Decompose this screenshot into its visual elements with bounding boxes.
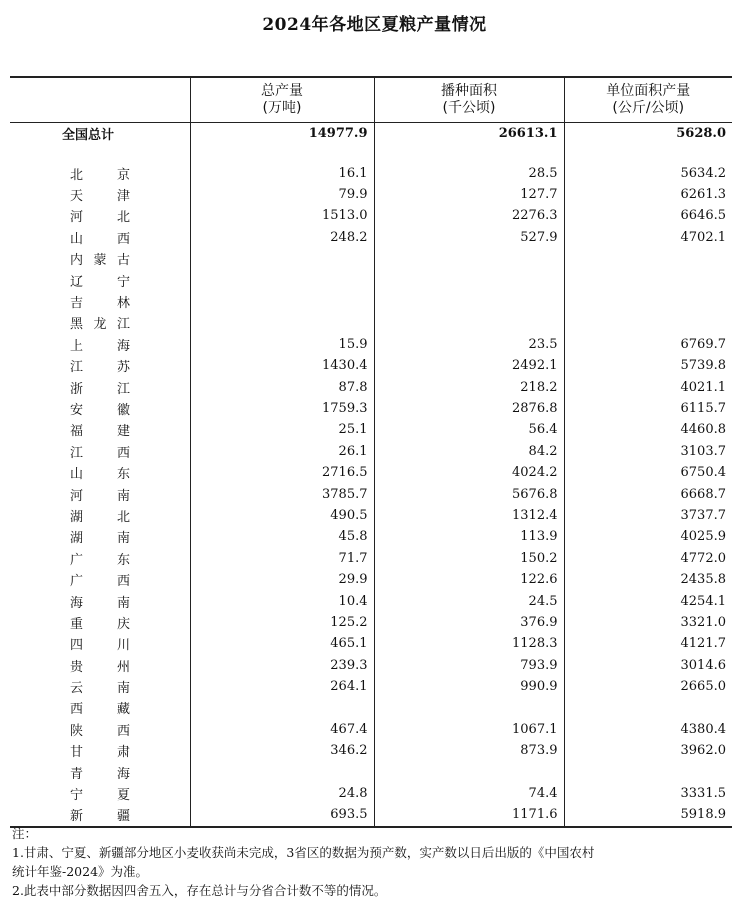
region-cell bbox=[10, 227, 190, 248]
yield-cell: 6769.7 bbox=[564, 334, 732, 355]
area-cell: 23.5 bbox=[374, 334, 564, 355]
total-row bbox=[10, 122, 732, 145]
production-cell: 87.8 bbox=[190, 376, 374, 397]
area-cell: 56.4 bbox=[374, 419, 564, 440]
region-cell bbox=[10, 697, 190, 718]
production-cell: 15.9 bbox=[190, 334, 374, 355]
region-name: 新疆 bbox=[70, 809, 130, 825]
area-cell: 150.2 bbox=[374, 548, 564, 569]
yield-cell: 4772.0 bbox=[564, 548, 732, 569]
page-title: 2024年各地区夏粮产量情况 bbox=[262, 15, 487, 35]
production-cell: 25.1 bbox=[190, 419, 374, 440]
region-cell bbox=[10, 184, 190, 205]
production-cell bbox=[190, 761, 374, 782]
production-cell: 24.8 bbox=[190, 783, 374, 804]
region-cell bbox=[10, 761, 190, 782]
table-row bbox=[10, 419, 732, 440]
production-cell: 1430.4 bbox=[190, 355, 374, 376]
region-cell bbox=[10, 269, 190, 290]
note-line-2: 统计年鉴-2024》为准。 bbox=[12, 864, 149, 879]
region-name: 云南 bbox=[70, 681, 130, 697]
region-name: 福建 bbox=[70, 424, 130, 440]
table-row bbox=[10, 676, 732, 697]
region-name: 湖北 bbox=[70, 509, 130, 525]
production-cell: 125.2 bbox=[190, 612, 374, 633]
region-cell bbox=[10, 654, 190, 675]
header-yield-unit: (公斤/公顷) bbox=[612, 99, 685, 116]
header-area bbox=[374, 77, 564, 122]
region-cell bbox=[10, 398, 190, 419]
area-cell bbox=[374, 291, 564, 312]
region-name: 吉林 bbox=[70, 296, 130, 312]
region-cell bbox=[10, 419, 190, 440]
notes-label: 注： bbox=[12, 826, 38, 841]
table-row bbox=[10, 590, 732, 611]
yield-cell: 6115.7 bbox=[564, 398, 732, 419]
production-cell: 29.9 bbox=[190, 569, 374, 590]
area-cell bbox=[374, 248, 564, 269]
region-name: 北京 bbox=[70, 167, 130, 183]
production-cell: 248.2 bbox=[190, 227, 374, 248]
table-row bbox=[10, 398, 732, 419]
table-row bbox=[10, 654, 732, 675]
yield-cell: 4380.4 bbox=[564, 719, 732, 740]
area-cell: 873.9 bbox=[374, 740, 564, 761]
region-name: 陕西 bbox=[70, 723, 130, 739]
region-name: 山西 bbox=[70, 231, 130, 247]
header-area-unit: (千公顷) bbox=[442, 99, 496, 116]
production-cell: 346.2 bbox=[190, 740, 374, 761]
region-name: 辽宁 bbox=[70, 274, 130, 290]
table-row bbox=[10, 612, 732, 633]
region-name: 江西 bbox=[70, 445, 130, 461]
area-cell: 113.9 bbox=[374, 526, 564, 547]
production-cell: 693.5 bbox=[190, 804, 374, 826]
production-cell: 1513.0 bbox=[190, 205, 374, 226]
area-cell: 990.9 bbox=[374, 676, 564, 697]
area-cell: 122.6 bbox=[374, 569, 564, 590]
table-row bbox=[10, 248, 732, 269]
area-cell: 376.9 bbox=[374, 612, 564, 633]
area-cell bbox=[374, 312, 564, 333]
area-cell: 84.2 bbox=[374, 441, 564, 462]
area-cell: 793.9 bbox=[374, 654, 564, 675]
yield-cell: 5918.9 bbox=[564, 804, 732, 826]
yield-cell: 4121.7 bbox=[564, 633, 732, 654]
table-row bbox=[10, 334, 732, 355]
area-cell: 1312.4 bbox=[374, 505, 564, 526]
production-cell: 2716.5 bbox=[190, 462, 374, 483]
region-name: 西藏 bbox=[70, 702, 130, 718]
production-cell: 16.1 bbox=[190, 163, 374, 184]
yield-cell bbox=[564, 269, 732, 290]
header-region bbox=[10, 77, 190, 122]
yield-cell bbox=[564, 248, 732, 269]
table-row bbox=[10, 633, 732, 654]
area-cell: 127.7 bbox=[374, 184, 564, 205]
region-cell bbox=[10, 248, 190, 269]
yield-cell: 4460.8 bbox=[564, 419, 732, 440]
region-cell bbox=[10, 548, 190, 569]
table-row bbox=[10, 462, 732, 483]
table-row bbox=[10, 163, 732, 184]
region-cell bbox=[10, 312, 190, 333]
spacer-row bbox=[10, 145, 732, 163]
table-row bbox=[10, 761, 732, 782]
table-row bbox=[10, 205, 732, 226]
production-cell: 467.4 bbox=[190, 719, 374, 740]
table-row bbox=[10, 569, 732, 590]
region-name: 山东 bbox=[70, 467, 130, 483]
region-cell bbox=[10, 505, 190, 526]
header-yield-label: 单位面积产量 bbox=[606, 82, 691, 99]
production-cell: 490.5 bbox=[190, 505, 374, 526]
region-cell bbox=[10, 740, 190, 761]
area-cell: 1128.3 bbox=[374, 633, 564, 654]
header-production-unit: (万吨) bbox=[262, 99, 302, 116]
production-cell: 264.1 bbox=[190, 676, 374, 697]
region-cell bbox=[10, 483, 190, 504]
table-row bbox=[10, 483, 732, 504]
table-row bbox=[10, 312, 732, 333]
total-production: 14977.9 bbox=[190, 122, 374, 145]
yield-cell: 6261.3 bbox=[564, 184, 732, 205]
header-area-label: 播种面积 bbox=[441, 82, 497, 99]
production-cell: 79.9 bbox=[190, 184, 374, 205]
table-row bbox=[10, 227, 732, 248]
region-name: 广东 bbox=[70, 552, 130, 568]
region-name: 宁夏 bbox=[70, 788, 130, 804]
production-cell: 3785.7 bbox=[190, 483, 374, 504]
yield-cell: 3737.7 bbox=[564, 505, 732, 526]
table-row bbox=[10, 526, 732, 547]
table-row bbox=[10, 548, 732, 569]
yield-cell: 2435.8 bbox=[564, 569, 732, 590]
area-cell: 2492.1 bbox=[374, 355, 564, 376]
yield-cell: 5634.2 bbox=[564, 163, 732, 184]
region-name: 青海 bbox=[70, 766, 130, 782]
area-cell: 74.4 bbox=[374, 783, 564, 804]
table-row bbox=[10, 291, 732, 312]
area-cell bbox=[374, 269, 564, 290]
region-cell bbox=[10, 612, 190, 633]
yield-cell: 3103.7 bbox=[564, 441, 732, 462]
yield-cell bbox=[564, 697, 732, 718]
region-name: 重庆 bbox=[70, 616, 130, 632]
table-row bbox=[10, 783, 732, 804]
region-cell bbox=[10, 291, 190, 312]
region-name: 江苏 bbox=[70, 360, 130, 376]
notes bbox=[12, 824, 732, 900]
area-cell: 5676.8 bbox=[374, 483, 564, 504]
production-cell: 71.7 bbox=[190, 548, 374, 569]
production-cell bbox=[190, 248, 374, 269]
production-cell: 1759.3 bbox=[190, 398, 374, 419]
area-cell: 1171.6 bbox=[374, 804, 564, 826]
region-name: 内蒙古 bbox=[70, 253, 130, 269]
production-cell: 239.3 bbox=[190, 654, 374, 675]
region-cell bbox=[10, 376, 190, 397]
region-cell bbox=[10, 205, 190, 226]
production-cell: 10.4 bbox=[190, 590, 374, 611]
production-cell: 465.1 bbox=[190, 633, 374, 654]
area-cell: 218.2 bbox=[374, 376, 564, 397]
yield-cell: 6646.5 bbox=[564, 205, 732, 226]
area-cell bbox=[374, 761, 564, 782]
area-cell: 28.5 bbox=[374, 163, 564, 184]
table-row bbox=[10, 441, 732, 462]
table-row bbox=[10, 376, 732, 397]
table-header-row bbox=[10, 77, 732, 122]
region-cell bbox=[10, 334, 190, 355]
yield-cell: 3321.0 bbox=[564, 612, 732, 633]
yield-cell: 6668.7 bbox=[564, 483, 732, 504]
area-cell: 4024.2 bbox=[374, 462, 564, 483]
region-name: 甘肃 bbox=[70, 745, 130, 761]
production-cell bbox=[190, 269, 374, 290]
region-cell bbox=[10, 441, 190, 462]
yield-cell: 3014.6 bbox=[564, 654, 732, 675]
region-cell bbox=[10, 163, 190, 184]
total-label: 全国总计 bbox=[62, 128, 115, 143]
production-cell: 45.8 bbox=[190, 526, 374, 547]
header-yield bbox=[564, 77, 732, 122]
region-cell bbox=[10, 355, 190, 376]
region-cell bbox=[10, 676, 190, 697]
yield-cell bbox=[564, 312, 732, 333]
table-row bbox=[10, 184, 732, 205]
region-name: 河南 bbox=[70, 488, 130, 504]
table-row bbox=[10, 355, 732, 376]
region-cell bbox=[10, 590, 190, 611]
region-cell bbox=[10, 462, 190, 483]
production-cell bbox=[190, 291, 374, 312]
area-cell: 1067.1 bbox=[374, 719, 564, 740]
region-cell bbox=[10, 633, 190, 654]
table-row bbox=[10, 505, 732, 526]
yield-cell bbox=[564, 761, 732, 782]
table-row bbox=[10, 269, 732, 290]
region-cell bbox=[10, 569, 190, 590]
note-line-1: 1.甘肃、宁夏、新疆部分地区小麦收获尚未完成，3省区的数据为预产数，实产数以日后出版的《中国农村 bbox=[12, 845, 595, 860]
region-name: 浙江 bbox=[70, 381, 130, 397]
region-name: 天津 bbox=[70, 189, 130, 205]
region-name: 黑龙江 bbox=[70, 317, 130, 333]
production-cell bbox=[190, 697, 374, 718]
region-name: 四川 bbox=[70, 638, 130, 654]
region-name: 安徽 bbox=[70, 402, 130, 418]
table-row bbox=[10, 697, 732, 718]
yield-cell: 3962.0 bbox=[564, 740, 732, 761]
total-area: 26613.1 bbox=[374, 122, 564, 145]
yield-cell: 5739.8 bbox=[564, 355, 732, 376]
table-row bbox=[10, 740, 732, 761]
region-cell bbox=[10, 783, 190, 804]
production-cell: 26.1 bbox=[190, 441, 374, 462]
area-cell bbox=[374, 697, 564, 718]
region-name: 海南 bbox=[70, 595, 130, 611]
yield-cell: 6750.4 bbox=[564, 462, 732, 483]
region-name: 上海 bbox=[70, 338, 130, 354]
region-name: 贵州 bbox=[70, 659, 130, 675]
total-yield: 5628.0 bbox=[564, 122, 732, 145]
region-name: 河北 bbox=[70, 210, 130, 226]
area-cell: 24.5 bbox=[374, 590, 564, 611]
yield-cell: 3331.5 bbox=[564, 783, 732, 804]
yield-cell: 4025.9 bbox=[564, 526, 732, 547]
header-production-label: 总产量 bbox=[261, 82, 303, 99]
yield-cell bbox=[564, 291, 732, 312]
summer-grain-table bbox=[10, 76, 732, 828]
area-cell: 2276.3 bbox=[374, 205, 564, 226]
yield-cell: 4021.1 bbox=[564, 376, 732, 397]
area-cell: 527.9 bbox=[374, 227, 564, 248]
region-cell bbox=[10, 719, 190, 740]
region-name: 广西 bbox=[70, 574, 130, 590]
yield-cell: 4254.1 bbox=[564, 590, 732, 611]
header-production bbox=[190, 77, 374, 122]
yield-cell: 4702.1 bbox=[564, 227, 732, 248]
note-line-3: 2.此表中部分数据因四舍五入，存在总计与分省合计数不等的情况。 bbox=[12, 883, 387, 898]
yield-cell: 2665.0 bbox=[564, 676, 732, 697]
area-cell: 2876.8 bbox=[374, 398, 564, 419]
production-cell bbox=[190, 312, 374, 333]
table-row bbox=[10, 719, 732, 740]
region-name: 湖南 bbox=[70, 531, 130, 547]
region-cell bbox=[10, 526, 190, 547]
